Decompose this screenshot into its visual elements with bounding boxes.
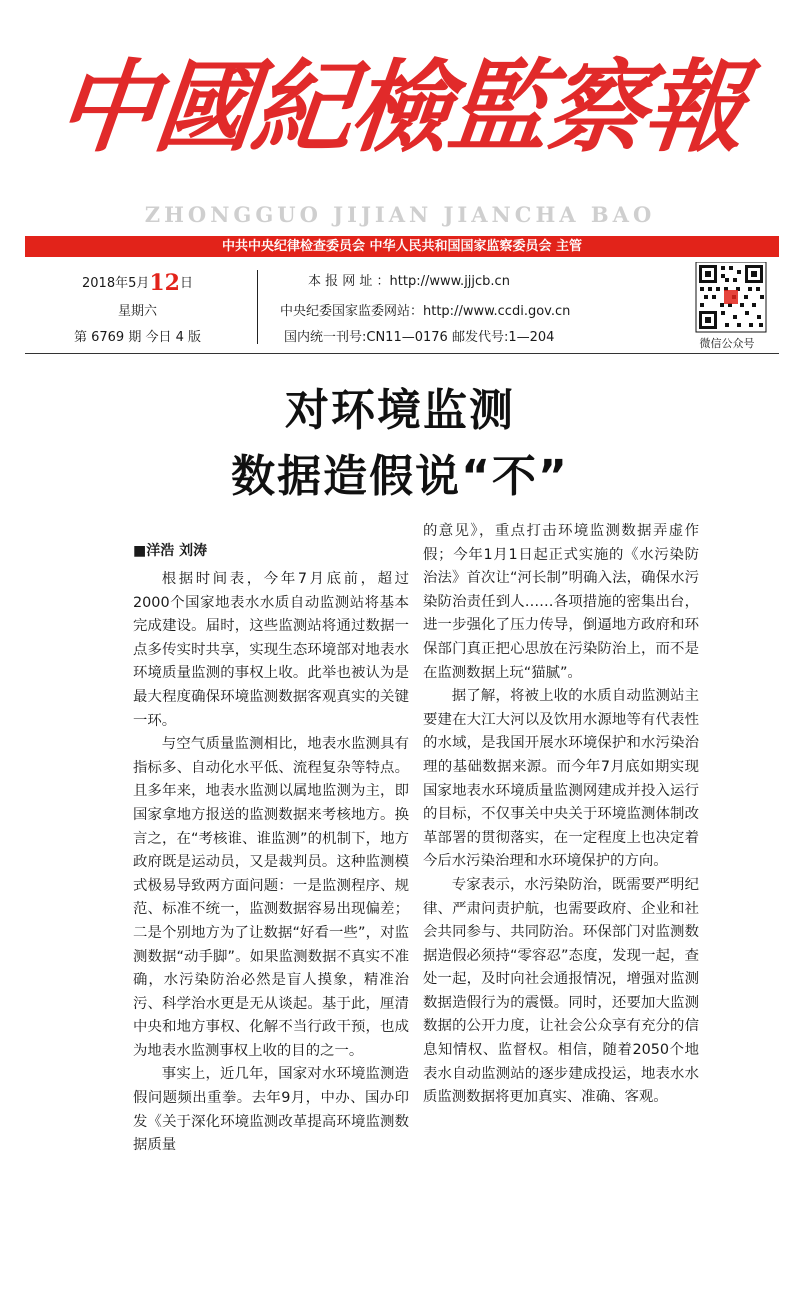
- website-line: 本 报 网 址 ：http://www.jjjcb.cn: [308, 274, 510, 289]
- paragraph: 事实上，近几年，国家对水环境监测造假问题频出重拳。去年9月，中办、国办印发《关于深化环境监测改革提高环境监测数据质量: [133, 1066, 409, 1154]
- info-divider: [257, 270, 258, 344]
- left-column: [133, 568, 409, 1288]
- date-prefix: 2018年5月: [82, 276, 150, 291]
- byline: ■洋浩 刘涛: [133, 543, 208, 559]
- ccdi-website-line: 中央纪委国家监委网站：http://www.ccdi.gov.cn: [280, 304, 571, 319]
- issue-date-block: [25, 262, 250, 354]
- paragraph: 与空气质量监测相比，地表水监测具有指标多、自动化水平低、流程复杂等特点。且多年来，地表水监测以属地监测为主，即国家拿地方报送的监测数据来考核地方。换言之，在“考核谁、谁监测”的机制下，地方政府既是运动员，又是裁判员。这种监测模式极易导致两方面问题：一是监测程序、规范、标准不统一，监测数据容易出现偏差；二是个别地方为了让数据“好看一些”，对监测数据“动手脚”。如果监测数据不真实不准确，水污染防治必然是盲人摸象，精准治污、科学治水更是无从谈起。基于此，厘清中央和地方事权、化解不当行政干预，也成为地表水监测事权上收的目的之一。: [133, 736, 409, 1059]
- newspaper-title-pinyin: ZHONGGUO JIJIAN JIANCHA BAO: [144, 202, 656, 227]
- sponsor-bar: 中共中央纪律检查委员会 中华人民共和国国家监察委员会 主管: [25, 236, 779, 257]
- paragraph: 根据时间表，今年7月底前，超过2000个国家地表水水质自动监测站将基本完成建设。届时，这些监测站将通过数据一点多传实时共享，实现生态环境部对地表水环境质量监测的事权上收。此举也被认为是最大程度确保环境监测数据客观真实的关键一环。: [133, 571, 409, 729]
- publication-info: [270, 262, 670, 354]
- paragraph: 专家表示，水污染防治，既需要严明纪律、严肃问责护航，也需要政府、企业和社会共同参与、共同防治。环保部门对监测数据造假必须持“零容忍”态度，发现一起，查处一起，及时向社会通报情况，增强对监测数据造假行为的震慑。同时，还要加大监测数据的公开力度，让社会公众享有充分的信息知情权、监督权。相信，随着2050个地表水自动监测站的逐步建成投运，地表水水质监测数据将更加真实、准确、客观。: [423, 876, 699, 1106]
- wechat-qr-block: [675, 262, 779, 354]
- issue-info-box: [25, 262, 779, 354]
- date-suffix: 日: [179, 276, 193, 291]
- issue-number: 第 6769 期 今日 4 版: [73, 330, 202, 345]
- weekday: 星期六: [117, 304, 157, 319]
- newspaper-title: 中國紀檢監察報: [50, 48, 750, 166]
- article-body: [133, 520, 698, 1290]
- date-day: 12: [149, 270, 180, 296]
- serial-number-line: 国内统一刊号:CN11—0176 邮发代号:1—204: [284, 330, 555, 345]
- right-column: [423, 520, 699, 1290]
- article-headline-line1: 对环境监测: [285, 385, 515, 436]
- qr-code-icon: [675, 262, 779, 334]
- paragraph: 的意见》，重点打击环境监测数据弄虚作假；今年1月1日起正式实施的《水污染防治法》首次让“河长制”明确入法，确保水污染防治责任到人……各项措施的密集出台，进一步强化了压力传导，倒逼地方政府和环保部门真正把心思放在污染防治上，而不是在监测数据上玩“猫腻”。: [423, 523, 699, 681]
- paragraph: 据了解，将被上收的水质自动监测站主要建在大江大河以及饮用水源地等有代表性的水域，是我国开展水环境保护和水污染治理的基础数据来源。而今年7月底如期实现国家地表水环境质量监测网建成并投入运行的目标，不仅事关中央关于环境监测体制改革部署的贯彻落实，在一定程度上也决定着今后水污染治理和水环境保护的方向。: [423, 688, 699, 870]
- qr-label: 微信公众号: [699, 337, 755, 350]
- issue-date: [25, 270, 250, 296]
- masthead: [0, 0, 800, 227]
- article-headline-line2: 数据造假说“不”: [231, 451, 569, 502]
